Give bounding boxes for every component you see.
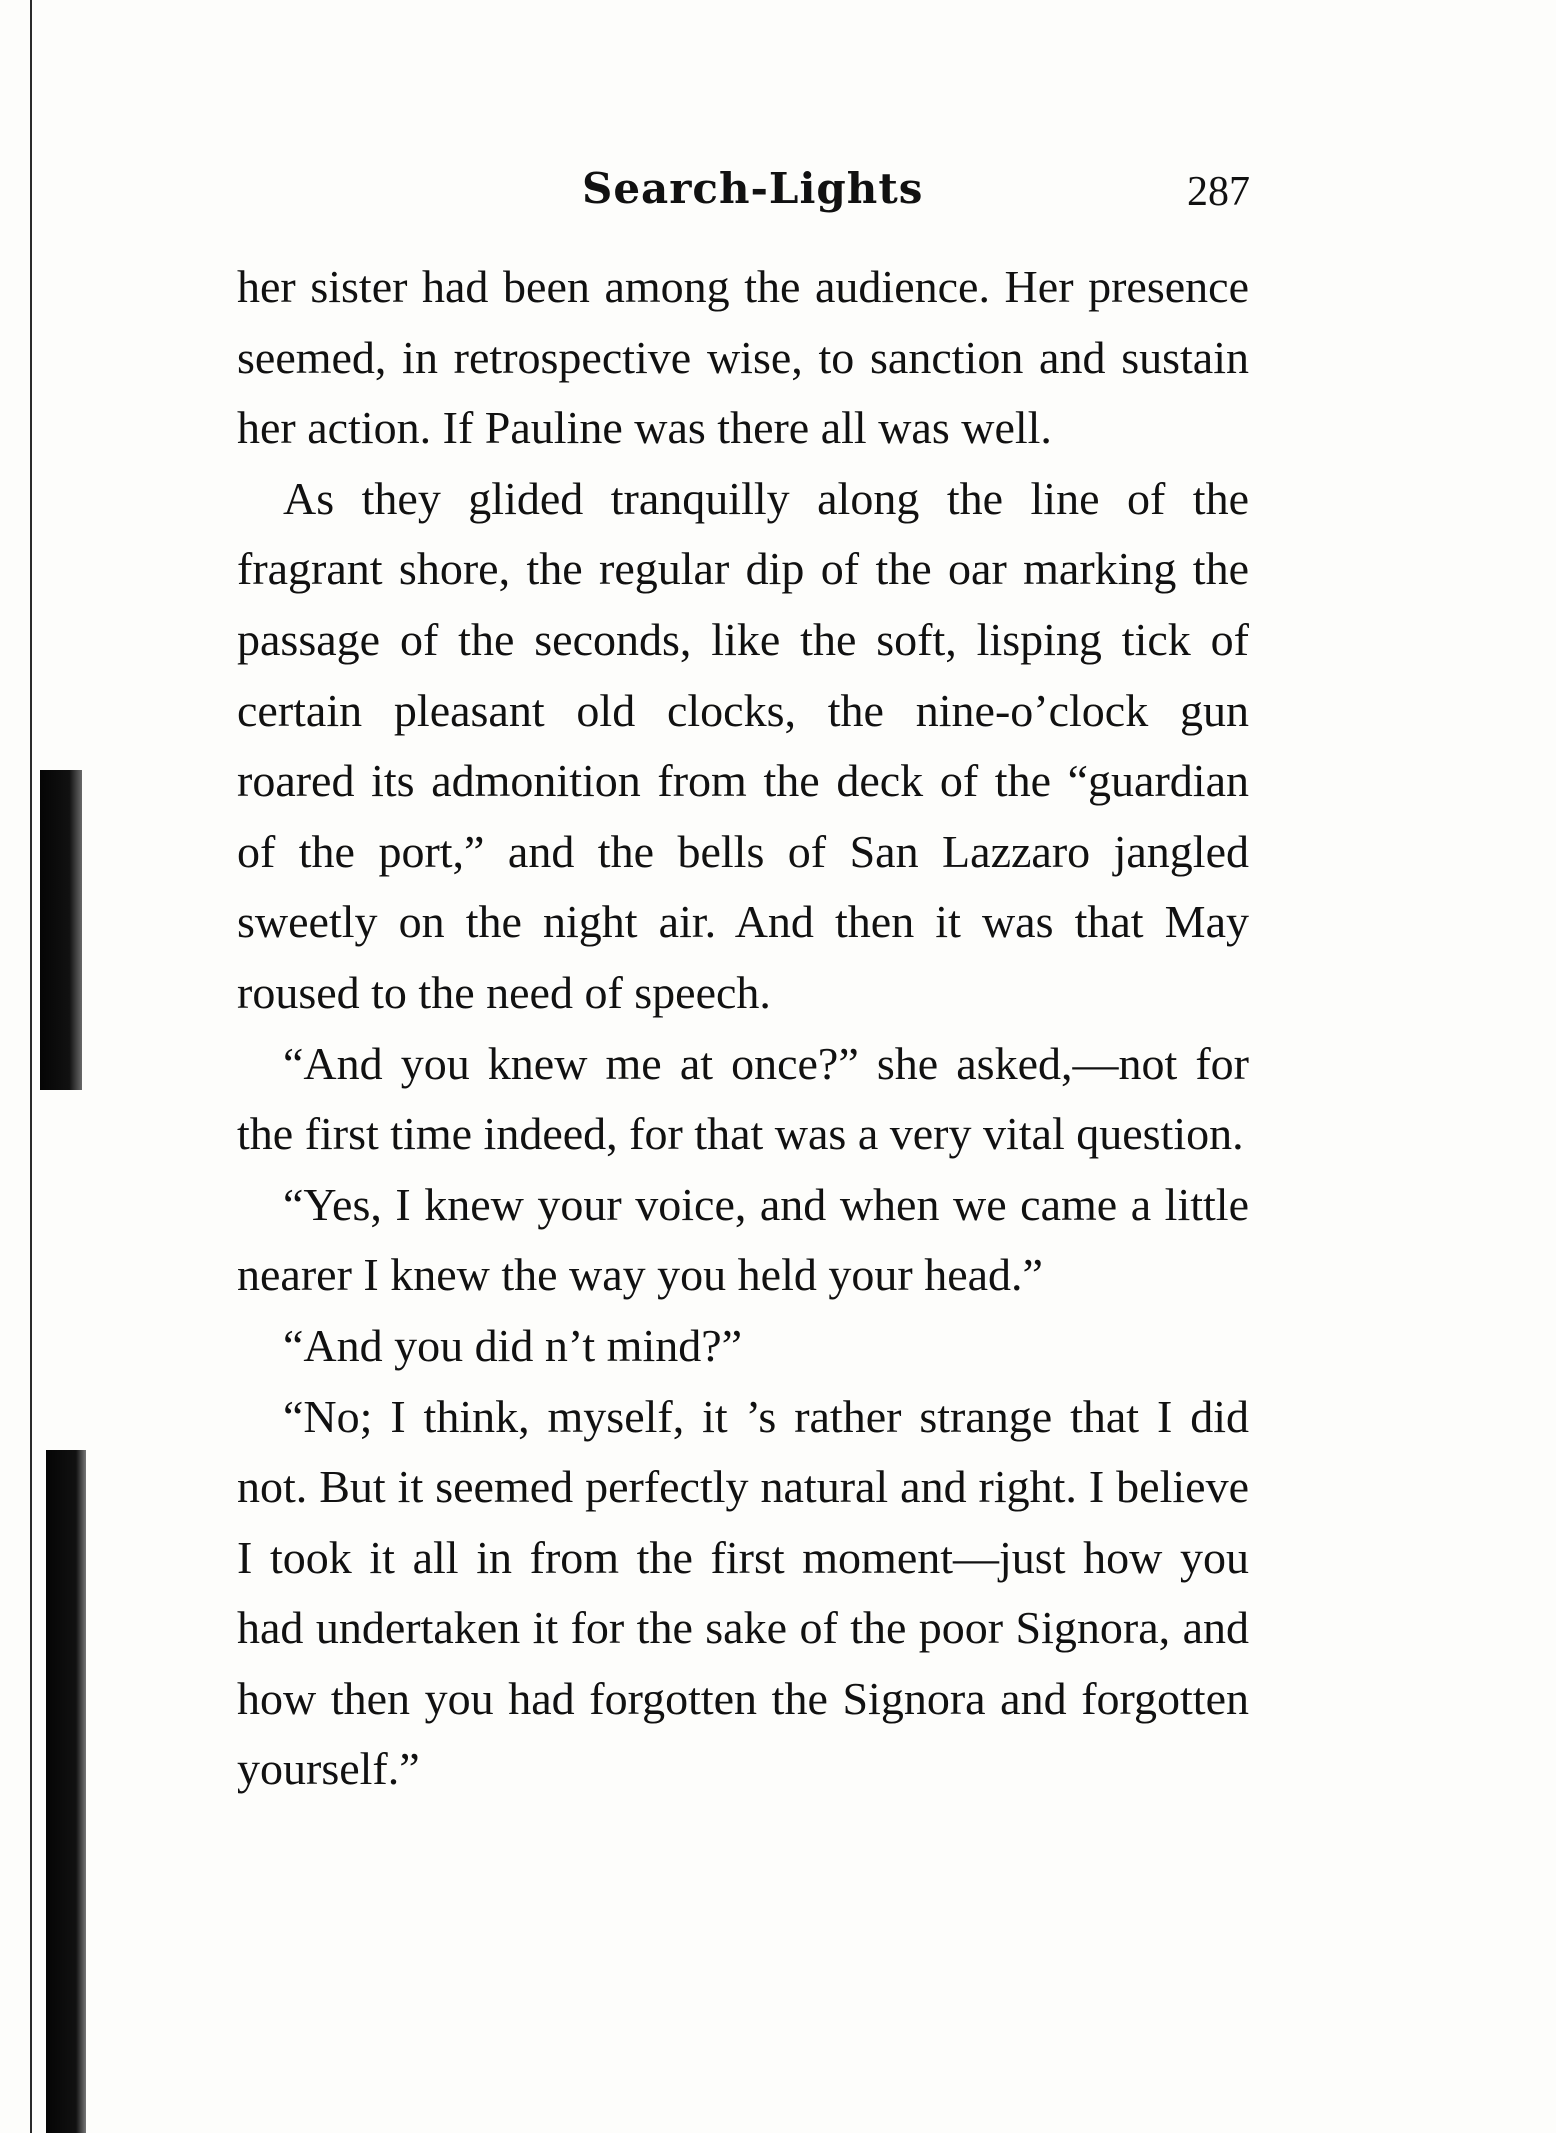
scan-edge-line	[30, 0, 32, 2133]
paragraph: “And you knew me at once?” she asked,—not for the first time indeed, for that was a very vital question.	[237, 1037, 1249, 1160]
page-number: 287	[1187, 169, 1250, 215]
paragraph: “And you did n’t mind?”	[283, 1319, 743, 1371]
paragraph: her sister had been among the audience. Her presence seemed, in retrospective wise, to sanction and sustain her action. If Pauline was there all was well.	[237, 261, 1249, 454]
page-header	[240, 150, 1250, 240]
running-title: Search-Lights	[582, 164, 924, 213]
scan-edge-shadow	[40, 770, 82, 1090]
scan-edge-shadow	[46, 1450, 86, 2133]
body-text	[237, 252, 1249, 1805]
paragraph: As they glided tranquilly along the line of the fragrant shore, the regular dip of the oar marking the passage of the seconds, like the soft, lisping tick of certain pleasant old clocks, the nine-o’clock gun roared its admonition from the deck of the “guardian of the port,” and the bells of San Lazzaro jangled sweetly on the night air. And then it was that May roused to the need of speech.	[237, 472, 1249, 1018]
paragraph: “No; I think, myself, it ’s rather strange that I did not. But it seemed perfectly natural and right. I believe I took it all in from the first moment—just how you had undertaken it for the sake of the poor Signora, and how then you had forgotten the Signora and forgotten yourself.”	[237, 1390, 1249, 1795]
paragraph: “Yes, I knew your voice, and when we came a little nearer I knew the way you held your head.”	[237, 1178, 1249, 1301]
